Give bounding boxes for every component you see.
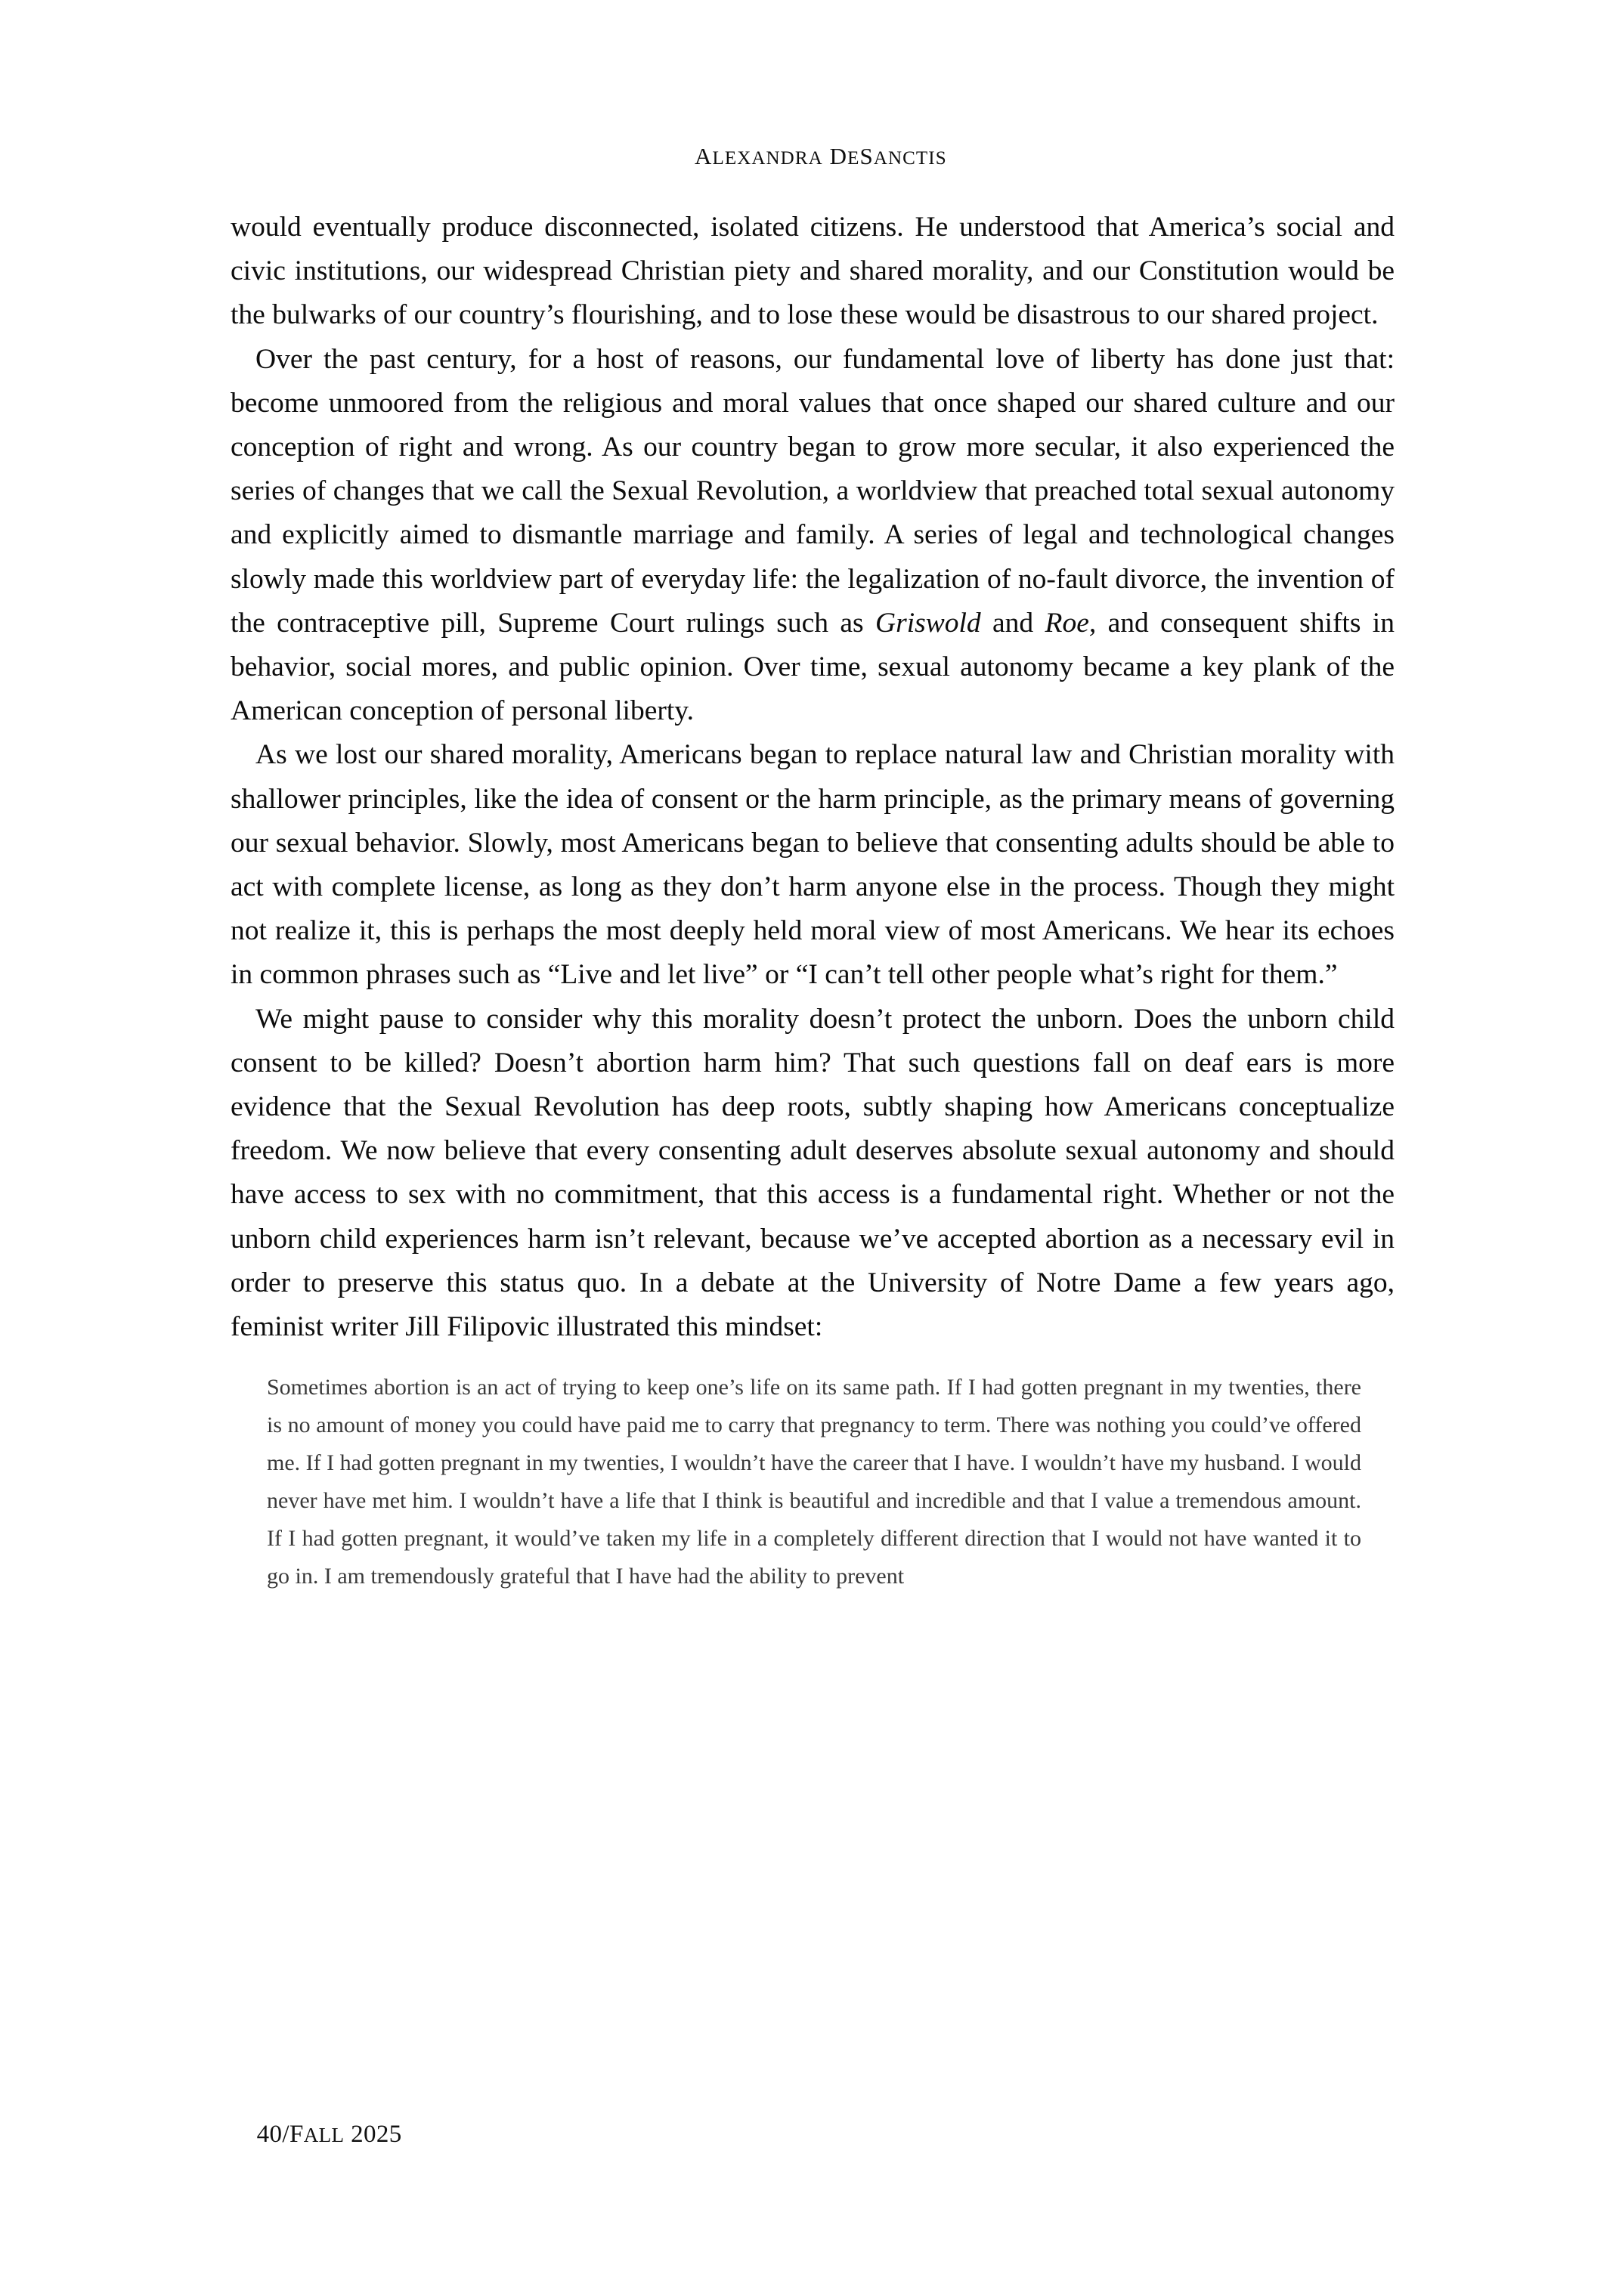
running-head-part-1-cap: A — [694, 143, 713, 169]
page-folio — [231, 2097, 402, 2172]
folio-separator: / — [282, 2121, 289, 2148]
folio-page-number: 40 — [256, 2121, 283, 2148]
paragraph-3 — [231, 733, 1395, 997]
running-head-part-1-small: LEXANDRA — [712, 148, 823, 169]
running-head-part-2-cap: D — [829, 143, 848, 169]
paragraph-2-run-3: and — [980, 607, 1045, 639]
folio-issue-initial: F — [289, 2121, 304, 2148]
running-head — [0, 121, 1616, 191]
paragraph-4 — [231, 998, 1395, 1350]
paragraph-4-run-1: We might pause to consider why this morality doesn’t protect the unborn. Does the unborn child consent to be killed? Doesn’t abortion harm him? That such questions fall on deaf ears is more evidence that the Sexual Revolution has deep roots, subtly shaping how Americans conceptualize freedom. We now believe that every consenting adult deserves absolute sexual autonomy and should have access to sex with no commitment, that this access is a fundamental right. Whether or not the unborn child experiences harm isn’t relevant, because we’ve accepted abortion as a necessary evil in order to preserve this status quo. In a debate at the University of Notre Dame a few years ago, feminist writer Jill Filipovic illustrated this mindset: — [231, 1003, 1395, 1343]
paragraph-2 — [231, 338, 1395, 734]
block-quotation — [267, 1369, 1361, 1595]
folio-year: 2025 — [351, 2121, 402, 2148]
paragraph-2-run-1: Over the past century, for a host of reasons, our fundamental love of liberty has done just that: become unmoored from the religious and moral values that once shaped our shared culture and our conception of right and wrong. As our country began to grow more secular, it also experienced the series of changes that we call the Sexual Revolution, a worldview that preached total sexual autonomy and explicitly aimed to dismantle marriage and family. A series of legal and technological changes slowly made this worldview part of everyday life: the legalization of no-fault divorce, the invention of the contraceptive pill, Supreme Court rulings such as — [231, 343, 1395, 639]
paragraph-1-run-1: would eventually produce disconnected, isolated citizens. He understood that America’s social and civic institutions, our widespread Christian piety and shared morality, and our Constitution would be the bulwarks of our country’s flourishing, and to lose these would be disastrous to our shared project. — [231, 212, 1395, 331]
case-citation-roe: Roe, — [1045, 607, 1097, 639]
running-head-space-1 — [823, 143, 830, 169]
body-text-block — [231, 206, 1395, 1595]
running-head-part-3-small: ANCTIS — [873, 148, 947, 169]
folio-space — [344, 2121, 351, 2148]
paragraph-3-run-1: As we lost our shared morality, Americans began to replace natural law and Christian morality with shallower principles, like the idea of consent or the harm principle, as the primary means of governing our sexual behavior. Slowly, most Americans began to believe that consenting adults should be able to act with complete license, as long as they don’t harm anyone else in the process. Though they might not realize it, this is perhaps the most deeply held moral view of most Americans. We hear its echoes in common phrases such as “Live and let live” or “I can’t tell other people what’s right for them.” — [231, 739, 1395, 991]
running-head-part-3-cap: S — [859, 143, 874, 169]
folio-issue-rest: ALL — [303, 2124, 345, 2146]
paragraph-1 — [231, 206, 1395, 338]
case-citation-griswold: Griswold — [875, 607, 981, 639]
running-head-part-2-small: E — [847, 148, 860, 169]
block-quotation-text: Sometimes abortion is an act of trying to keep one’s life on its same path. If I had gotten pregnant in my twenties, there is no amount of money you could have paid me to carry that pregnancy to term. There was nothing you could’ve offered me. If I had gotten pregnant in my twenties, I wouldn’t have the career that I have. I wouldn’t have my husband. I would never have met him. I wouldn’t have a life that I think is beautiful and incredible and that I value a tremendous amount. If I had gotten pregnant, it would’ve taken my life in a completely different direction that I would not have wanted it to go in. I am tremendously grateful that I have had the ability to prevent — [267, 1375, 1361, 1589]
paragraph-2-run-5: and consequent shifts in behavior, social mores, and public opinion. Over time, sexual autonomy became a key plank of the American conception of personal liberty. — [231, 607, 1395, 727]
